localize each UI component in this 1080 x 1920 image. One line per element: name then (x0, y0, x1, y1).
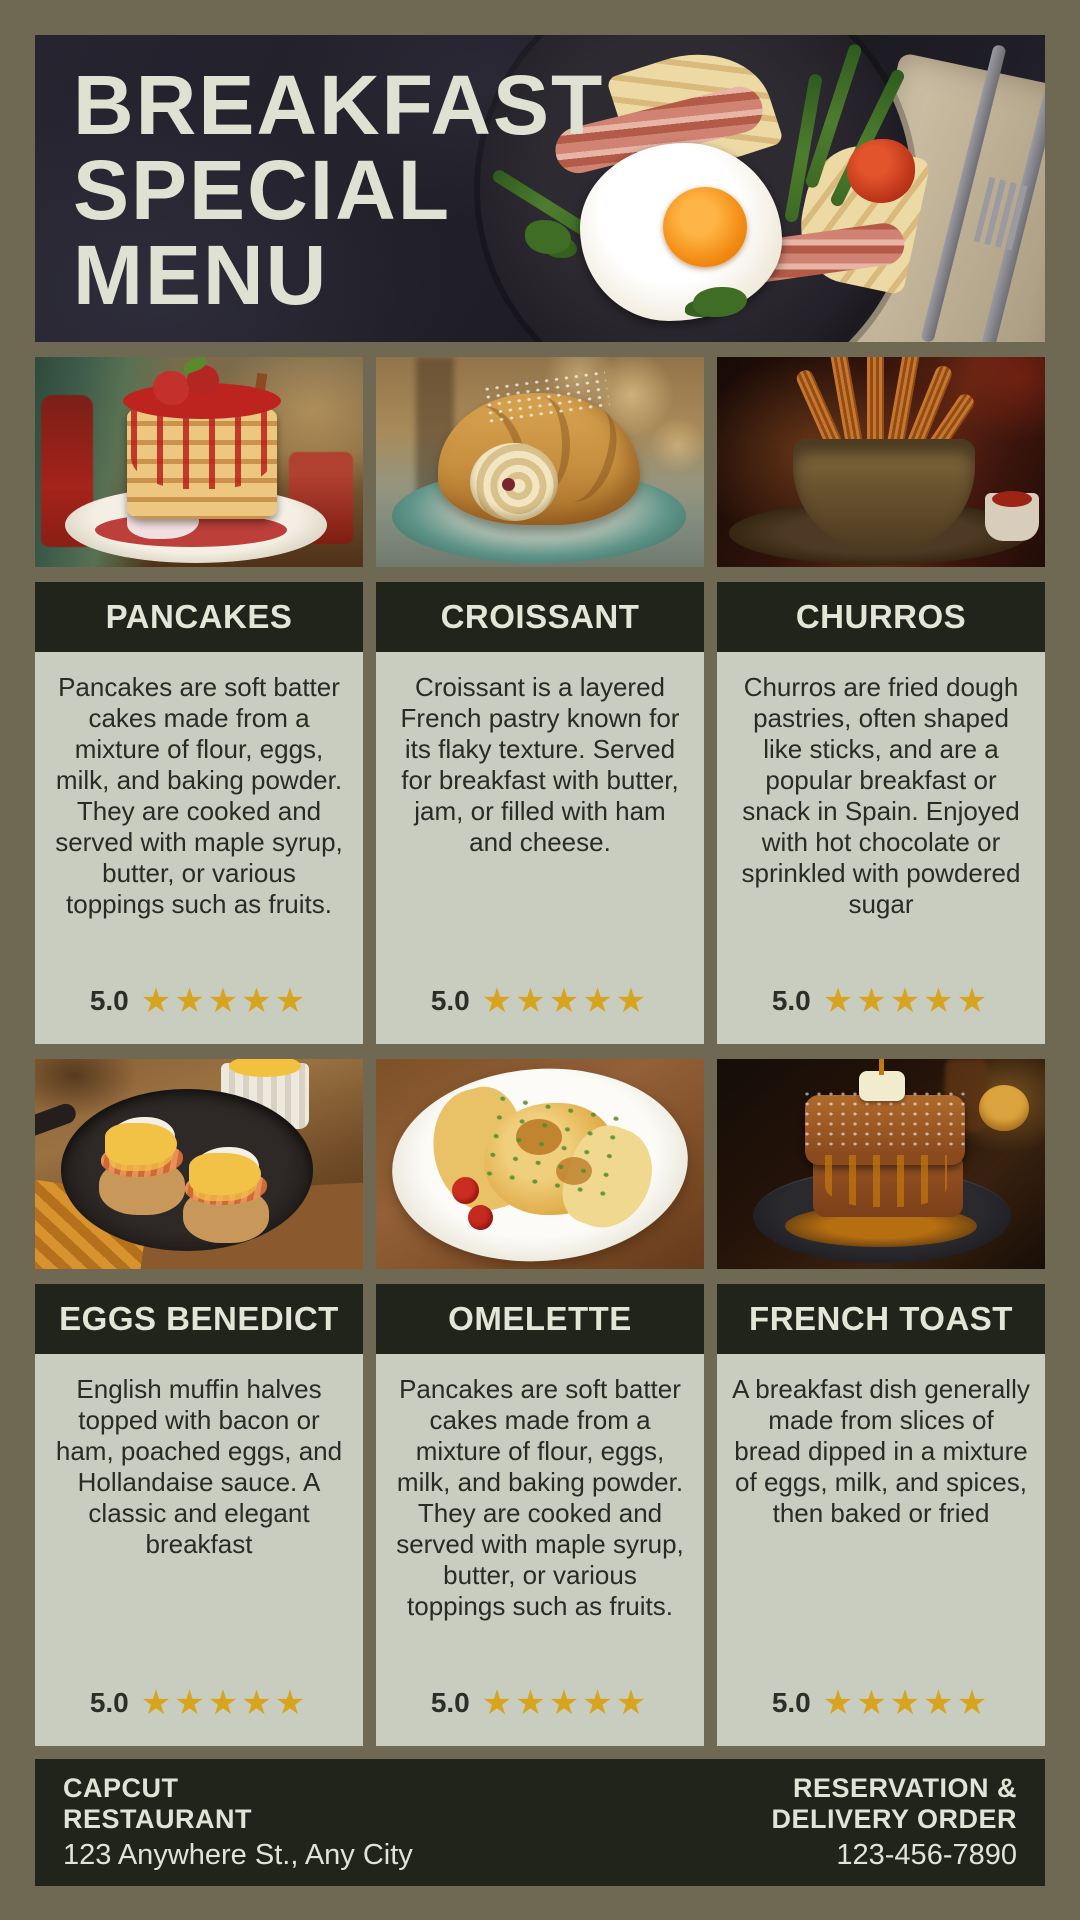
rating-value: 5.0 (430, 985, 470, 1016)
star-icon: ★★★★★ (140, 1684, 309, 1722)
card-body (717, 652, 1045, 1044)
star-icon: ★★★★★ (140, 982, 309, 1020)
star-icon: ★★★★★ (481, 982, 650, 1020)
menu-row-2 (35, 1059, 1045, 1746)
berry-shape (502, 478, 515, 491)
poster-content (35, 35, 1045, 1886)
card-panel (717, 582, 1045, 1044)
card-title: CHURROS (717, 582, 1045, 652)
rating-row (732, 1686, 1030, 1720)
eggs-benedict-photo (35, 1059, 363, 1269)
pancakes-photo (35, 357, 363, 567)
rating-row (391, 984, 689, 1018)
card-description: Croissant is a layered French pastry known for its flaky texture. Served for breakfast with butter, jam, or filled with ham and cheese. (400, 672, 680, 857)
menu-card-french-toast (717, 1059, 1045, 1746)
card-description: A breakfast dish generally made from slices of bread dipped in a mixture of eggs, milk, and spices, then baked or fried (732, 1374, 1030, 1528)
card-body (376, 652, 704, 1044)
star-icon: ★★★★★ (822, 982, 991, 1020)
restaurant-name-line-2: RESTAURANT (63, 1803, 252, 1834)
card-title: PANCAKES (35, 582, 363, 652)
menu-card-eggs-benedict (35, 1059, 363, 1746)
syrup-stream-shape (879, 1059, 884, 1075)
card-panel (35, 1284, 363, 1746)
syrup-drip-shape (131, 409, 273, 489)
menu-card-croissant (376, 357, 704, 1044)
card-description: Pancakes are soft batter cakes made from a mixture of flour, eggs, milk, and baking powder. They are cooked and served with maple syrup, butter, or various toppings such as fruits. (55, 672, 343, 919)
card-title: FRENCH TOAST (717, 1284, 1045, 1354)
chocolate-dip-shape (992, 491, 1032, 507)
menu-card-omelette (376, 1059, 704, 1746)
syrup-drip-shape (825, 1155, 947, 1207)
restaurant-name-line-1: CAPCUT (63, 1772, 179, 1803)
reservation-phone: 123-456-7890 (836, 1838, 1017, 1871)
restaurant-info (63, 1773, 413, 1873)
card-description: Churros are fried dough pastries, often shaped like sticks, and are a popular breakfast or snack in Spain. Enjoyed with hot chocolate or sprinkled with powdered sugar (741, 672, 1021, 919)
title-line-1: BREAKFAST (73, 58, 605, 152)
tomato-shape (468, 1205, 493, 1230)
card-panel (376, 582, 704, 1044)
tomato-shape (452, 1177, 479, 1204)
reservation-line-1: RESERVATION & (792, 1772, 1017, 1803)
rating-value: 5.0 (771, 985, 811, 1016)
card-description: Pancakes are soft batter cakes made from a mixture of flour, eggs, milk, and baking powder. They are cooked and served with maple syrup, butter, or various toppings such as fruits. (396, 1374, 684, 1621)
hollandaise-shape (189, 1153, 261, 1195)
card-body (35, 1354, 363, 1746)
butter-shape (859, 1071, 905, 1101)
croissant-photo (376, 357, 704, 567)
card-title: EGGS BENEDICT (35, 1284, 363, 1354)
french-toast-photo (717, 1059, 1045, 1269)
title-line-3: MENU (73, 228, 329, 322)
rating-value: 5.0 (771, 1687, 811, 1718)
card-panel (717, 1284, 1045, 1746)
card-body (376, 1354, 704, 1746)
card-title: OMELETTE (376, 1284, 704, 1354)
strawberry-shape (153, 371, 189, 405)
reservation-line-2: DELIVERY ORDER (771, 1803, 1017, 1834)
footer-bar (35, 1759, 1045, 1886)
page-title (73, 58, 605, 322)
star-icon: ★★★★★ (822, 1684, 991, 1722)
card-description: English muffin halves topped with bacon or ham, poached eggs, and Hollandaise sauce. A classic and elegant breakfast (55, 1374, 343, 1559)
reservation-info (771, 1773, 1017, 1873)
omelette-photo (376, 1059, 704, 1269)
menu-card-churros (717, 357, 1045, 1044)
title-line-2: SPECIAL (73, 143, 452, 237)
rating-row (732, 984, 1030, 1018)
header-banner (35, 35, 1045, 342)
churros-photo (717, 357, 1045, 567)
rating-value: 5.0 (89, 1687, 129, 1718)
tomato-shape (847, 139, 915, 203)
lemon-shape (979, 1085, 1029, 1131)
card-title: CROISSANT (376, 582, 704, 652)
restaurant-address: 123 Anywhere St., Any City (63, 1838, 413, 1871)
menu-card-pancakes (35, 357, 363, 1044)
card-body (35, 652, 363, 1044)
rating-value: 5.0 (430, 1687, 470, 1718)
card-panel (35, 582, 363, 1044)
star-icon: ★★★★★ (481, 1684, 650, 1722)
rating-row (391, 1686, 689, 1720)
menu-row-1 (35, 357, 1045, 1044)
hollandaise-shape (105, 1123, 177, 1165)
card-panel (376, 1284, 704, 1746)
rating-row (50, 984, 348, 1018)
rating-value: 5.0 (89, 985, 129, 1016)
egg-yolk-shape (663, 187, 747, 267)
rating-row (50, 1686, 348, 1720)
card-body (717, 1354, 1045, 1746)
